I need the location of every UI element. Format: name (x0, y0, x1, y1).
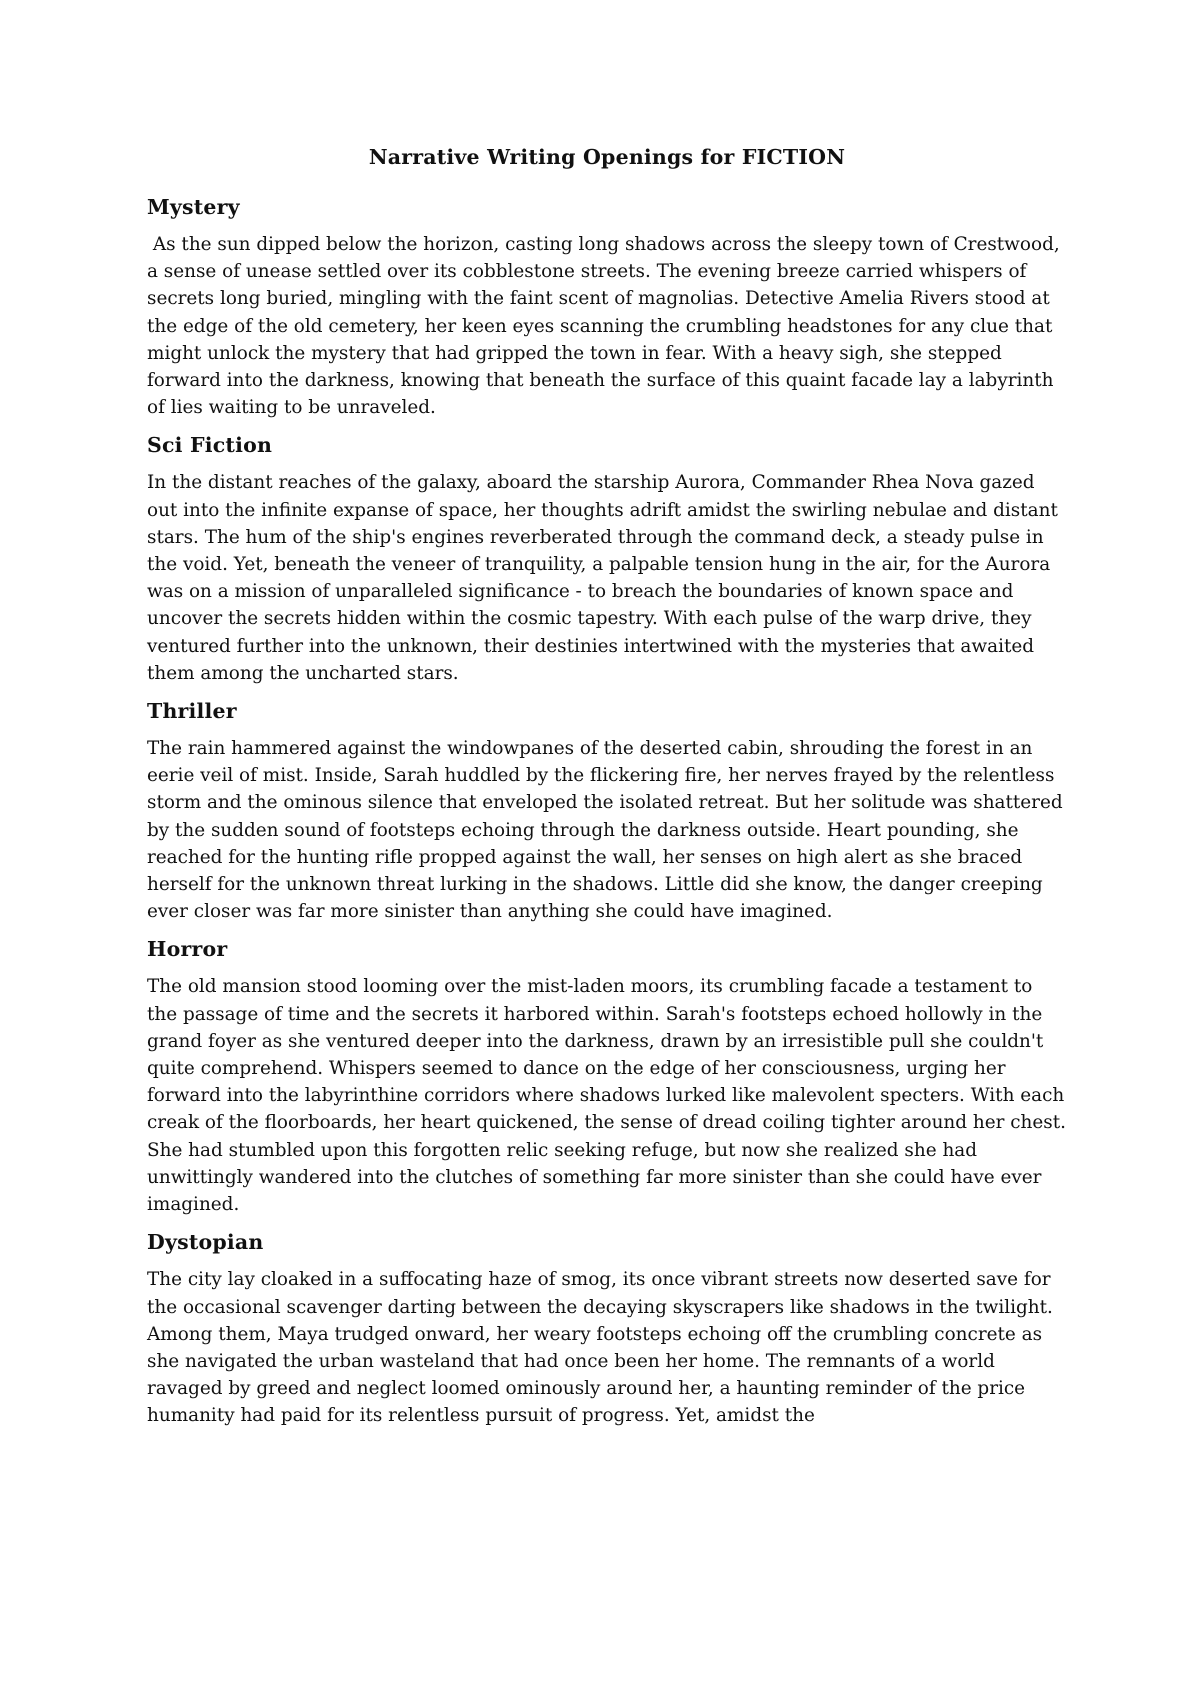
section-body: The rain hammered against the windowpanes of the deserted cabin, shrouding the forest in an eerie veil of mist. Inside, Sarah huddled by the flickering fire, her nerves frayed by the relentless storm and the ominous silence that enveloped the isolated retreat. But her solitude was shattered by the sudden sound of footsteps echoing through the darkness outside. Heart pounding, she reached for the hunting rifle propped against the wall, her senses on high alert as she braced herself for the unknown threat lurking in the shadows. Little did she know, the danger creeping ever closer was far more sinister than anything she could have imagined. (147, 738, 1063, 923)
section-body: In the distant reaches of the galaxy, aboard the starship Aurora, Commander Rhea Nova gazed out into the infinite expanse of space, her thoughts adrift amidst the swirling nebulae and distant stars. The hum of the ship's engines reverberated through the command deck, a steady pulse in the void. Yet, beneath the veneer of tranquility, a palpable tension hung in the air, for the Aurora was on a mission of unparalleled significance - to breach the boundaries of known space and uncover the secrets hidden within the cosmic tapestry. With each pulse of the warp drive, they ventured further into the unknown, their destinies intertwined with the mysteries that awaited them among the uncharted stars. (147, 472, 1058, 684)
section-mystery (147, 193, 1067, 421)
section-heading: Dystopian (147, 1230, 264, 1255)
section-horror (147, 935, 1067, 1218)
section-heading: Horror (147, 937, 228, 962)
section-heading: Mystery (147, 195, 240, 219)
section-dystopian (147, 1228, 1067, 1429)
section-body: The city lay cloaked in a suffocating haze of smog, its once vibrant streets now deserted save for the occasional scavenger darting between the decaying skyscrapers like shadows in the twilight. Among them, Maya trudged onward, her weary footsteps echoing off the crumbling concrete as she navigated the urban wasteland that had once been her home. The remnants of a world ravaged by greed and neglect loomed ominously around her, a haunting reminder of the price humanity had paid for its relentless pursuit of progress. Yet, amidst the (147, 1269, 1053, 1427)
section-heading: Thriller (147, 699, 237, 724)
section-sci-fiction (147, 431, 1067, 687)
section-body: The old mansion stood looming over the mist-laden moors, its crumbling facade a testament to the passage of time and the secrets it harbored within. Sarah's footsteps echoed hollowly in the grand foyer as she ventured deeper into the darkness, drawn by an irresistible pull she couldn't quite comprehend. Whispers seemed to dance on the edge of her consciousness, urging her forward into the labyrinthine corridors where shadows lurked like malevolent specters. With each creak of the floorboards, her heart quickened, the sense of dread coiling tighter around her chest. She had stumbled upon this forgotten relic seeking refuge, but now she realized she had unwittingly wandered into the clutches of something far more sinister than she could have ever imagined. (147, 976, 1066, 1216)
document-title: Narrative Writing Openings for FICTION (368, 145, 846, 169)
section-thriller (147, 697, 1067, 925)
section-body: As the sun dipped below the horizon, casting long shadows across the sleepy town of Crestwood, a sense of unease settled over its cobblestone streets. The evening breeze carried whispers of secrets long buried, mingling with the faint scent of magnolias. Detective Amelia Rivers stood at the edge of the old cemetery, her keen eyes scanning the crumbling headstones for any clue that might unlock the mystery that had gripped the town in fear. With a heavy sigh, she stepped forward into the darkness, knowing that beneath the surface of this quaint facade lay a labyrinth of lies waiting to be unraveled. (147, 234, 1066, 419)
section-heading: Sci Fiction (147, 433, 273, 458)
document-content (147, 143, 1067, 1440)
